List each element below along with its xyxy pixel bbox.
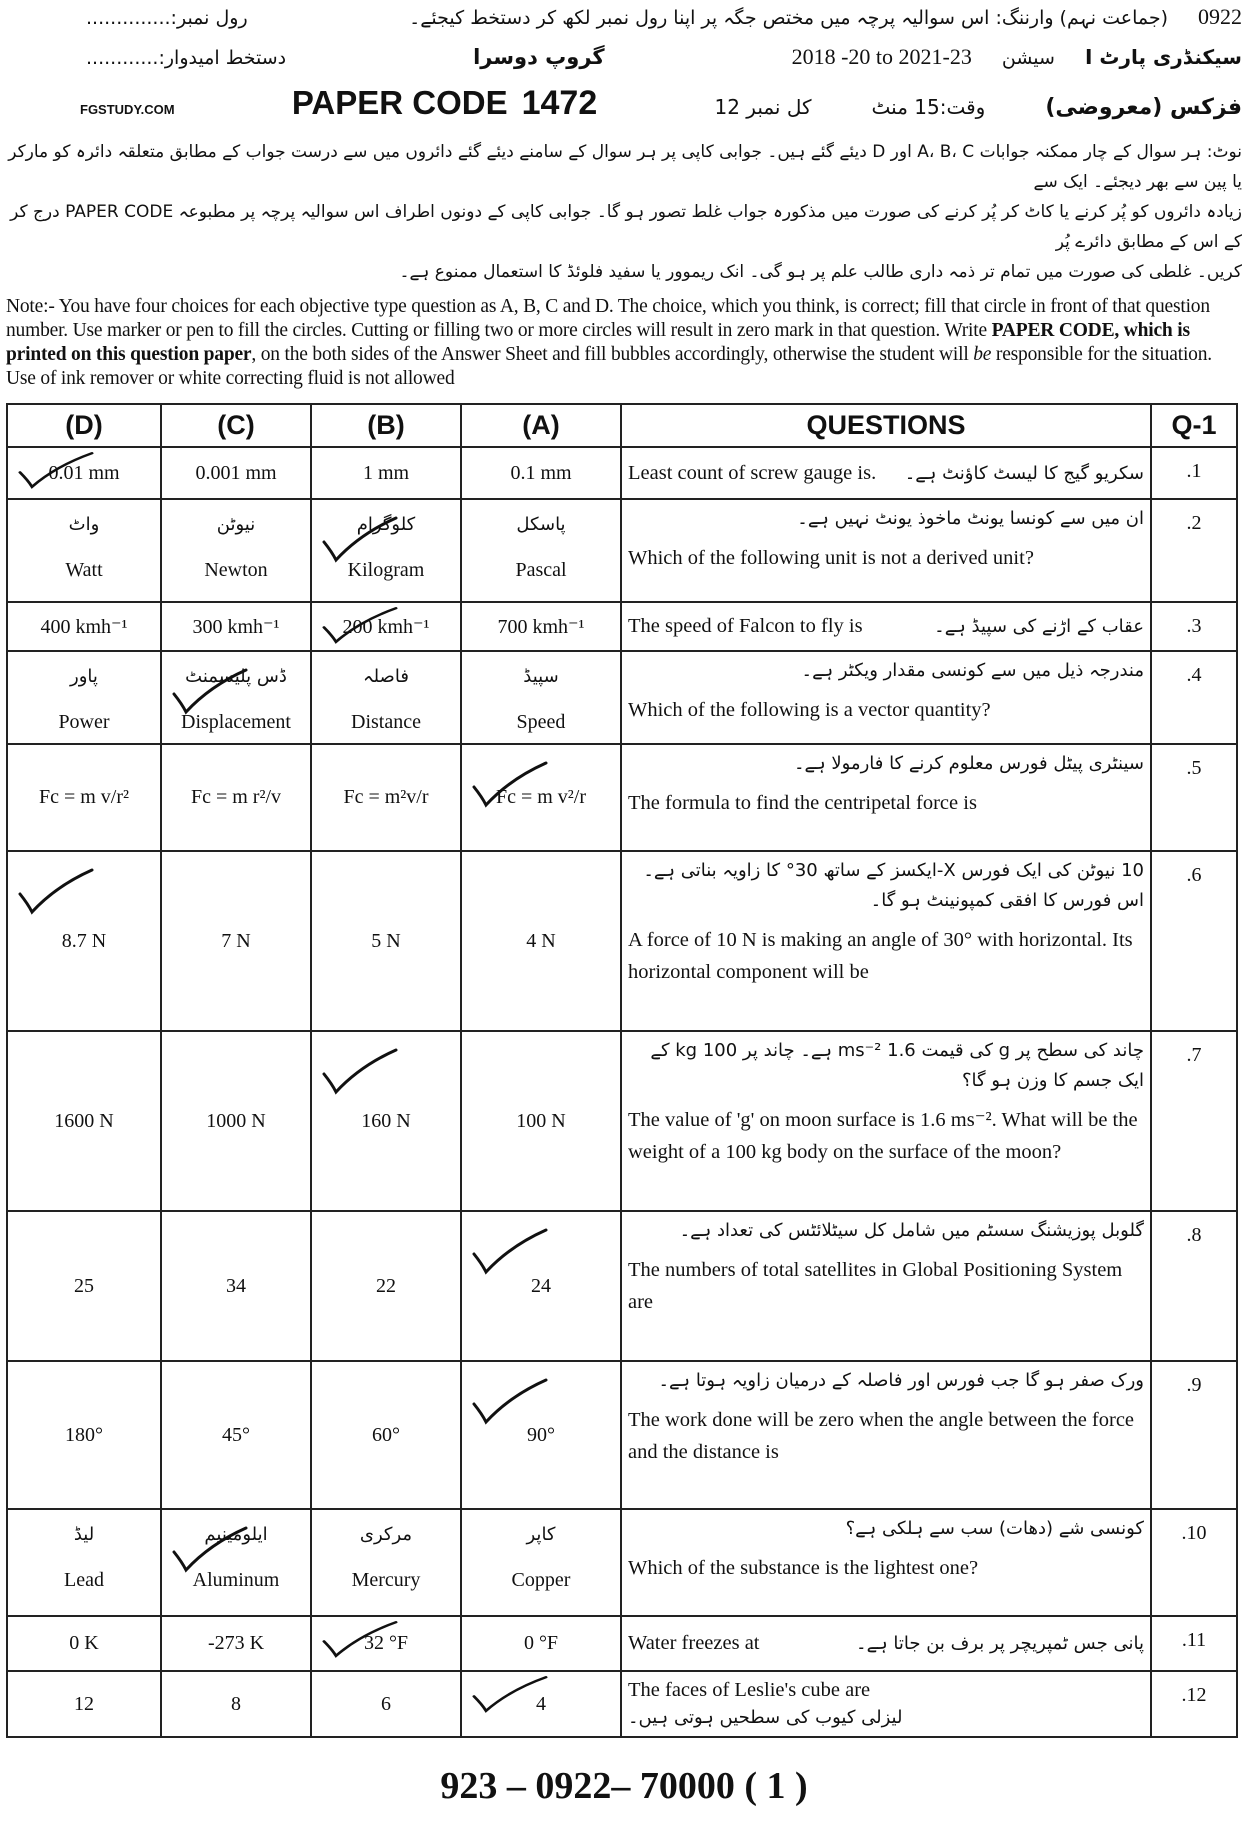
question-row — [7, 499, 1237, 602]
option-urdu-text: ایلومینیم — [204, 1524, 268, 1545]
question-row — [7, 1616, 1237, 1671]
option-urdu-text: مرکری — [359, 1524, 413, 1545]
question-number: .8 — [1151, 1211, 1237, 1361]
option-text: 45° — [222, 1423, 250, 1446]
check-mark-icon — [470, 1226, 550, 1276]
session-years: 2018 -20 to 2021-23 — [791, 44, 972, 69]
option-text: Speed — [516, 711, 566, 733]
option-text: 300 kmh⁻¹ — [192, 616, 280, 638]
option-text: Fc = m v/r² — [38, 786, 130, 808]
question-urdu: سینٹری پیٹل فورس معلوم کرنے کا فارمولا ہے۔ — [794, 753, 1144, 774]
option-text: 0.1 mm — [510, 461, 572, 484]
option-text: Fc = m r²/v — [190, 786, 282, 808]
option-c[interactable] — [161, 851, 311, 1031]
option-text: Pascal — [515, 559, 567, 581]
option-text: 180° — [65, 1423, 103, 1446]
question-english: The numbers of total satellites in Global Positioning System are — [628, 1259, 1123, 1313]
question-row — [7, 651, 1237, 744]
option-d[interactable] — [7, 602, 161, 651]
option-text: Kilogram — [347, 559, 425, 581]
question-cell — [621, 499, 1151, 602]
option-b[interactable] — [311, 651, 461, 744]
option-text: 24 — [531, 1274, 551, 1297]
header-row-1 — [6, 4, 1242, 30]
session-group — [792, 44, 1242, 70]
option-text: 1000 N — [206, 1109, 266, 1132]
candidate-signature-field[interactable]: دستخط امیدوار:............ — [86, 47, 287, 69]
question-number: .3 — [1151, 602, 1237, 651]
option-a[interactable] — [461, 1211, 621, 1361]
option-text: 5 N — [371, 929, 401, 952]
option-text: 25 — [74, 1274, 94, 1297]
question-urdu: کونسی شے (دھات) سب سے ہلکی ہے؟ — [845, 1518, 1144, 1539]
question-english: The work done will be zero when the angle between the force and the distance is — [628, 1409, 1135, 1463]
option-c[interactable] — [161, 499, 311, 602]
subject-label: فزکس (معروضی) — [1045, 95, 1242, 120]
option-a[interactable] — [461, 651, 621, 744]
option-text: 22 — [376, 1274, 396, 1297]
questions-table — [6, 403, 1238, 1738]
header-option-d: (D) — [7, 404, 161, 447]
option-text: 32 °F — [363, 1632, 409, 1654]
option-d[interactable] — [7, 1509, 161, 1616]
question-english: Least count of screw gauge is. — [628, 461, 877, 484]
question-cell — [621, 1671, 1151, 1737]
question-urdu: 10 نیوٹن کی ایک فورس X-ایکسز کے ساتھ 30° کا زاویہ بناتی ہے۔ اس فورس کا افقی کمپونینٹ ہو گا۔ — [643, 860, 1144, 911]
option-urdu-text: کاپر — [526, 1524, 556, 1545]
question-row — [7, 744, 1237, 851]
note-text: Note:- You have four choices for each objective type question as A, B, C and D. The choice, which you think, is correct; fill that circle in front of that question number. Use marker or pen to fill the circles. Cutting or filling two or more circles will result in zero mark in that question. Write — [6, 296, 1210, 341]
option-text: 0.001 mm — [195, 461, 277, 484]
option-text: 100 N — [516, 1109, 566, 1132]
total-marks-label: کل نمبر 12 — [714, 95, 812, 119]
option-a[interactable] — [461, 1671, 621, 1737]
option-text: 0.01 mm — [48, 461, 120, 484]
option-text: 0 K — [69, 1632, 99, 1654]
question-cell — [621, 744, 1151, 851]
option-b[interactable] — [311, 1211, 461, 1361]
question-cell — [621, 447, 1151, 499]
question-english: The value of 'g' on moon surface is 1.6 ms⁻². What will be the weight of a 100 kg body on the surface of the moon? — [628, 1109, 1138, 1163]
question-english: The faces of Leslie's cube are — [628, 1679, 871, 1701]
option-b[interactable] — [311, 1361, 461, 1509]
session-label: سیشن — [1001, 47, 1055, 69]
question-english: Which of the following unit is not a derived unit? — [628, 547, 1034, 569]
option-text: 60° — [372, 1423, 400, 1446]
option-text: 200 kmh⁻¹ — [342, 616, 430, 638]
option-text: Distance — [351, 711, 421, 733]
urdu-note — [6, 137, 1242, 287]
question-cell — [621, 1616, 1151, 1671]
header-q1: Q-1 — [1151, 404, 1237, 447]
question-row — [7, 1211, 1237, 1361]
option-d[interactable] — [7, 1031, 161, 1211]
option-urdu-text: ڈس پلیسمنٹ — [185, 666, 287, 687]
note-italic-text: be — [973, 344, 992, 365]
option-c[interactable] — [161, 1031, 311, 1211]
urdu-note-line-3: کریں۔ غلطی کی صورت میں تمام تر ذمہ داری طالب علم پر ہو گی۔ انک ریموور یا سفید فلوئڈ کا استعمال ممنوع ہے۔ — [399, 262, 1242, 282]
class-code: 0922 — [1198, 4, 1242, 29]
option-text: 34 — [226, 1274, 246, 1297]
footer-code: 923 – 0922– 70000 ( 1 ) — [440, 1765, 808, 1807]
option-text: 700 kmh⁻¹ — [497, 616, 585, 638]
question-line — [628, 1676, 1144, 1732]
option-text: 4 N — [526, 929, 556, 952]
question-cell — [621, 1031, 1151, 1211]
option-c[interactable] — [161, 1211, 311, 1361]
option-b[interactable] — [311, 744, 461, 851]
option-text: 160 N — [361, 1109, 411, 1132]
option-text: Fc = m v²/r — [495, 786, 587, 808]
warning-text: (جماعت نہم) وارننگ: اس سوالیہ پرچہ میں مختص جگہ پر اپنا رول نمبر لکھ کر دستخط کیجئے۔ — [409, 7, 1168, 29]
question-number: .10 — [1151, 1509, 1237, 1616]
check-mark-icon — [16, 866, 96, 916]
question-number: .2 — [1151, 499, 1237, 602]
header-row-3 — [6, 84, 1242, 123]
option-a[interactable] — [461, 744, 621, 851]
group-label: گروپ دوسرا — [473, 45, 605, 69]
option-urdu-text: فاصلہ — [363, 666, 409, 687]
note-text: responsible for the situation. Use of ink remover or white correcting fluid is not allowed — [6, 344, 1212, 389]
question-number: .7 — [1151, 1031, 1237, 1211]
option-d[interactable] — [7, 1361, 161, 1509]
option-c[interactable] — [161, 447, 311, 499]
question-cell — [621, 851, 1151, 1031]
option-urdu-text: پاسکل — [516, 514, 566, 535]
question-row — [7, 447, 1237, 499]
question-row — [7, 1031, 1237, 1211]
option-urdu-text: سپیڈ — [523, 666, 559, 687]
option-urdu-text: لیڈ — [73, 1524, 95, 1545]
option-b[interactable] — [311, 1616, 461, 1671]
option-text: Copper — [511, 1569, 571, 1591]
subject-group — [714, 95, 1242, 120]
question-number: .6 — [1151, 851, 1237, 1031]
time-label: وقت:15 منٹ — [871, 95, 986, 119]
header-option-a: (A) — [461, 404, 621, 447]
english-note — [6, 295, 1242, 391]
option-text: -273 K — [207, 1632, 265, 1654]
question-row — [7, 1361, 1237, 1509]
option-a[interactable] — [461, 1031, 621, 1211]
note-bold-text: PAPER CODE, which is printed on this question paper — [6, 320, 1190, 365]
paper-code: 1472 — [521, 84, 598, 122]
option-b[interactable] — [311, 1509, 461, 1616]
option-text: Mercury — [351, 1569, 421, 1591]
option-urdu-text: واٹ — [68, 514, 100, 535]
option-b[interactable] — [311, 602, 461, 651]
question-cell — [621, 1361, 1151, 1509]
question-line — [628, 1629, 1144, 1658]
option-text: 6 — [381, 1692, 391, 1715]
level-label: سیکنڈری پارٹ I — [1084, 45, 1242, 69]
option-c[interactable] — [161, 1616, 311, 1671]
question-urdu: سکریو گیج کا لیسٹ کاؤنٹ ہے۔ — [904, 462, 1144, 484]
option-c[interactable] — [161, 1509, 311, 1616]
option-text: 90° — [527, 1423, 555, 1446]
check-mark-icon — [470, 1376, 550, 1426]
option-urdu-text: کلوگرام — [356, 514, 416, 535]
option-d[interactable] — [7, 1211, 161, 1361]
option-d[interactable] — [7, 744, 161, 851]
option-a[interactable] — [461, 1509, 621, 1616]
question-english: A force of 10 N is making an angle of 30° with horizontal. Its horizontal component will be — [628, 929, 1133, 983]
option-a[interactable] — [461, 447, 621, 499]
option-c[interactable] — [161, 1671, 311, 1737]
option-b[interactable] — [311, 851, 461, 1031]
option-urdu-text: پاور — [70, 666, 98, 687]
question-cell — [621, 602, 1151, 651]
question-line — [628, 459, 1144, 488]
option-text: 12 — [74, 1692, 94, 1715]
question-urdu: پانی جس ٹمپریچر پر برف بن جاتا ہے۔ — [856, 1633, 1144, 1654]
question-english: The formula to find the centripetal force is — [628, 792, 977, 814]
option-b[interactable] — [311, 1671, 461, 1737]
question-urdu: ورک صفر ہو گا جب فورس اور فاصلہ کے درمیان زاویہ ہوتا ہے۔ — [658, 1370, 1144, 1391]
question-urdu: عقاب کے اڑنے کی سپیڈ ہے۔ — [934, 616, 1144, 637]
option-c[interactable] — [161, 602, 311, 651]
question-english: The speed of Falcon to fly is — [628, 615, 863, 637]
question-urdu: گلوبل پوزیشنگ سسٹم میں شامل کل سیٹلائٹس کی تعداد ہے۔ — [679, 1220, 1144, 1241]
option-text: Newton — [204, 559, 268, 581]
option-text: 1 mm — [362, 461, 410, 484]
header-option-c: (C) — [161, 404, 311, 447]
option-d[interactable] — [7, 499, 161, 602]
question-urdu: چاند کی سطح پر g کی قیمت 1.6 ms⁻² ہے۔ چاند پر 100 kg کے ایک جسم کا وزن ہو گا؟ — [650, 1040, 1144, 1091]
question-urdu: لیزلی کیوب کی سطحیں ہوتی ہیں۔ — [628, 1707, 903, 1728]
option-text: 8.7 N — [61, 929, 107, 952]
warning-group — [409, 4, 1242, 30]
question-english: Which of the following is a vector quantity? — [628, 699, 991, 721]
question-english: Which of the substance is the lightest one? — [628, 1557, 979, 1579]
header-questions: QUESTIONS — [621, 404, 1151, 447]
option-c[interactable] — [161, 651, 311, 744]
question-number: .4 — [1151, 651, 1237, 744]
paper-code-group — [292, 84, 597, 123]
option-text: 400 kmh⁻¹ — [40, 616, 128, 638]
question-urdu: مندرجہ ذیل میں سے کونسی مقدار ویکٹر ہے۔ — [801, 660, 1144, 681]
check-mark-icon — [320, 1046, 400, 1096]
option-a[interactable] — [461, 1616, 621, 1671]
question-row — [7, 851, 1237, 1031]
option-d[interactable] — [7, 651, 161, 744]
option-text: 0 °F — [523, 1632, 559, 1654]
option-d[interactable] — [7, 1616, 161, 1671]
option-d[interactable] — [7, 1671, 161, 1737]
question-number: .12 — [1151, 1671, 1237, 1737]
option-b[interactable] — [311, 499, 461, 602]
urdu-note-line-2: زیادہ دائروں کو پُر کرنے یا کاٹ کر پُر کرنے کی صورت میں مذکورہ جواب غلط تصور ہو گا۔ جوابی کاپی کے دونوں اطراف اس سوالیہ پرچہ پر مطبوعہ PAPER CODE درج کر کے اس کے مطابق دائرے پُر — [10, 202, 1242, 252]
option-text: 8 — [231, 1692, 241, 1715]
option-b[interactable] — [311, 1031, 461, 1211]
option-text: Fc = m²v/r — [343, 786, 429, 808]
urdu-note-line-1: نوٹ: ہر سوال کے چار ممکنہ جوابات A، B، C اور D دیئے گئے ہیں۔ جوابی کاپی پر ہر سوال کے سامنے دیئے گئے دائروں میں سے درست جواب کے مطابق متعلقہ دائرہ کو مارکر یا پین سے بھر دیجئے۔ ایک سے — [8, 142, 1242, 192]
question-english: Water freezes at — [628, 1632, 760, 1654]
header-option-b: (B) — [311, 404, 461, 447]
option-b[interactable] — [311, 447, 461, 499]
question-row — [7, 1509, 1237, 1616]
option-text: 1600 N — [54, 1109, 114, 1132]
option-text: Watt — [65, 559, 103, 581]
option-text: Displacement — [181, 711, 291, 733]
question-line — [628, 612, 1144, 641]
question-number: .9 — [1151, 1361, 1237, 1509]
question-number: .5 — [1151, 744, 1237, 851]
option-d[interactable] — [7, 851, 161, 1031]
question-row — [7, 1671, 1237, 1737]
question-cell — [621, 651, 1151, 744]
paper-code-label: PAPER CODE — [291, 84, 508, 121]
question-cell — [621, 1509, 1151, 1616]
option-urdu-text: نیوٹن — [216, 514, 256, 535]
question-number: .11 — [1151, 1616, 1237, 1671]
header-row-2 — [6, 44, 1242, 70]
option-a[interactable] — [461, 851, 621, 1031]
option-a[interactable] — [461, 1361, 621, 1509]
question-number: .1 — [1151, 447, 1237, 499]
option-text: 7 N — [221, 929, 251, 952]
option-c[interactable] — [161, 744, 311, 851]
option-text: Power — [58, 711, 110, 733]
option-c[interactable] — [161, 1361, 311, 1509]
watermark: FGSTUDY.COM — [80, 102, 175, 117]
roll-number-field[interactable]: رول نمبر:.............. — [86, 7, 248, 29]
option-a[interactable] — [461, 602, 621, 651]
question-cell — [621, 1211, 1151, 1361]
option-text: 4 — [536, 1692, 546, 1715]
question-row — [7, 602, 1237, 651]
option-a[interactable] — [461, 499, 621, 602]
note-text: , on the both sides of the Answer Sheet and fill bubbles accordingly, otherwise the student will — [251, 344, 974, 365]
option-text: Aluminum — [192, 1569, 280, 1591]
option-d[interactable] — [7, 447, 161, 499]
option-text: Lead — [64, 1569, 104, 1591]
question-urdu: ان میں سے کونسا یونٹ ماخوذ یونٹ نہیں ہے۔ — [797, 508, 1144, 529]
